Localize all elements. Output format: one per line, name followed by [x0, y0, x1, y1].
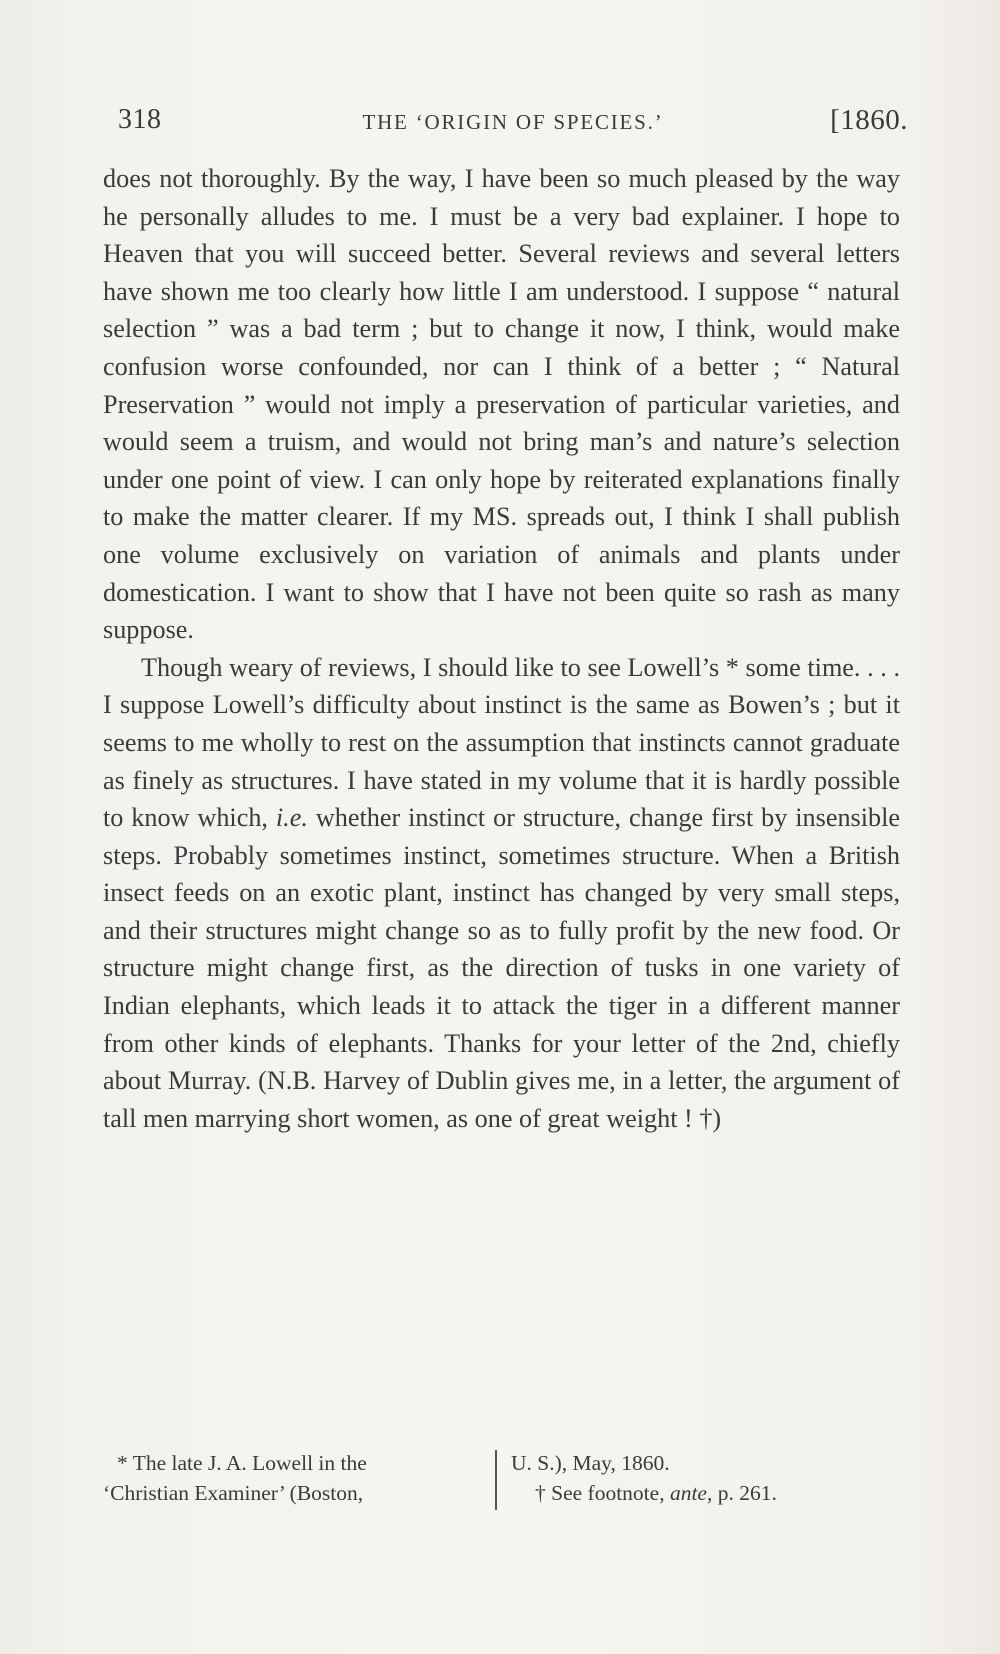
footnote-line: * The late J. A. Lowell in the	[117, 1451, 367, 1475]
footnote-text: , p. 261.	[706, 1481, 777, 1505]
paragraph-text: whether instinct or structure, change first by insensible steps. Probably sometimes instinct, sometimes structure. When a British insect feeds on an exotic plant, instinct has changed by very small steps, and their structures might change so as to fully profit by the new food. Or structure might change first, as the direction of tusks in one variety of Indian elephants, which leads it to attack the tiger in a different manner from other kinds of elephants. Thanks for your letter of the 2nd, chiefly about Murray. (N.B. Harvey of Dublin gives me, in a letter, the argument of tall men marrying short women, as one of great weight ! †)	[103, 803, 900, 1133]
page-number: 318	[118, 104, 162, 135]
paragraph-text: Though weary of reviews, I should like to see Lowell’s * some time. . . . I suppose Lowell’s difficulty about instinct is the same as Bowen’s ; but it seems to me wholly to rest on the assumption that instincts cannot graduate as finely as structures. I have stated in my volume that it is hardly possible to know which,	[103, 652, 900, 833]
footnotes	[103, 1448, 900, 1528]
footnote-line	[511, 1478, 900, 1508]
paragraph	[103, 649, 900, 1138]
italic-abbreviation: i.e.	[275, 803, 308, 833]
header-year: [1860.	[830, 104, 908, 136]
page-header	[118, 96, 908, 146]
footnote-left-column	[103, 1448, 481, 1508]
running-title: THE ‘ORIGIN OF SPECIES.’	[362, 110, 664, 134]
body-text	[103, 160, 900, 1137]
footnote-column-divider	[495, 1450, 497, 1510]
paragraph-text: does not thoroughly. By the way, I have been so much pleased by the way he personally alludes to me. I must be a very bad explainer. I hope to Heaven that you will succeed better. Several reviews and several letters have shown me too clearly how little I am understood. I suppose “ natural selection ” was a bad term ; but to change it now, I think, would make confusion worse confounded, nor can I think of a better ; “ Natural Preservation ” would not imply a preservation of particular varieties, and would seem a truism, and would not bring man’s and nature’s selection under one point of view. I can only hope by reiterated explanations finally to make the matter clearer. If my MS. spreads out, I think I shall publish one volume exclusively on variation of animals and plants under domestication. I want to show that I have not been quite so rash as many suppose.	[103, 164, 900, 645]
paragraph	[103, 160, 900, 649]
footnote-italic: ante	[669, 1481, 707, 1505]
footnote-line: ‘Christian Examiner’ (Boston,	[103, 1481, 364, 1505]
footnote-text: † See footnote,	[535, 1481, 670, 1505]
footnote-right-column	[511, 1448, 900, 1508]
footnote-line: U. S.), May, 1860.	[511, 1451, 670, 1475]
